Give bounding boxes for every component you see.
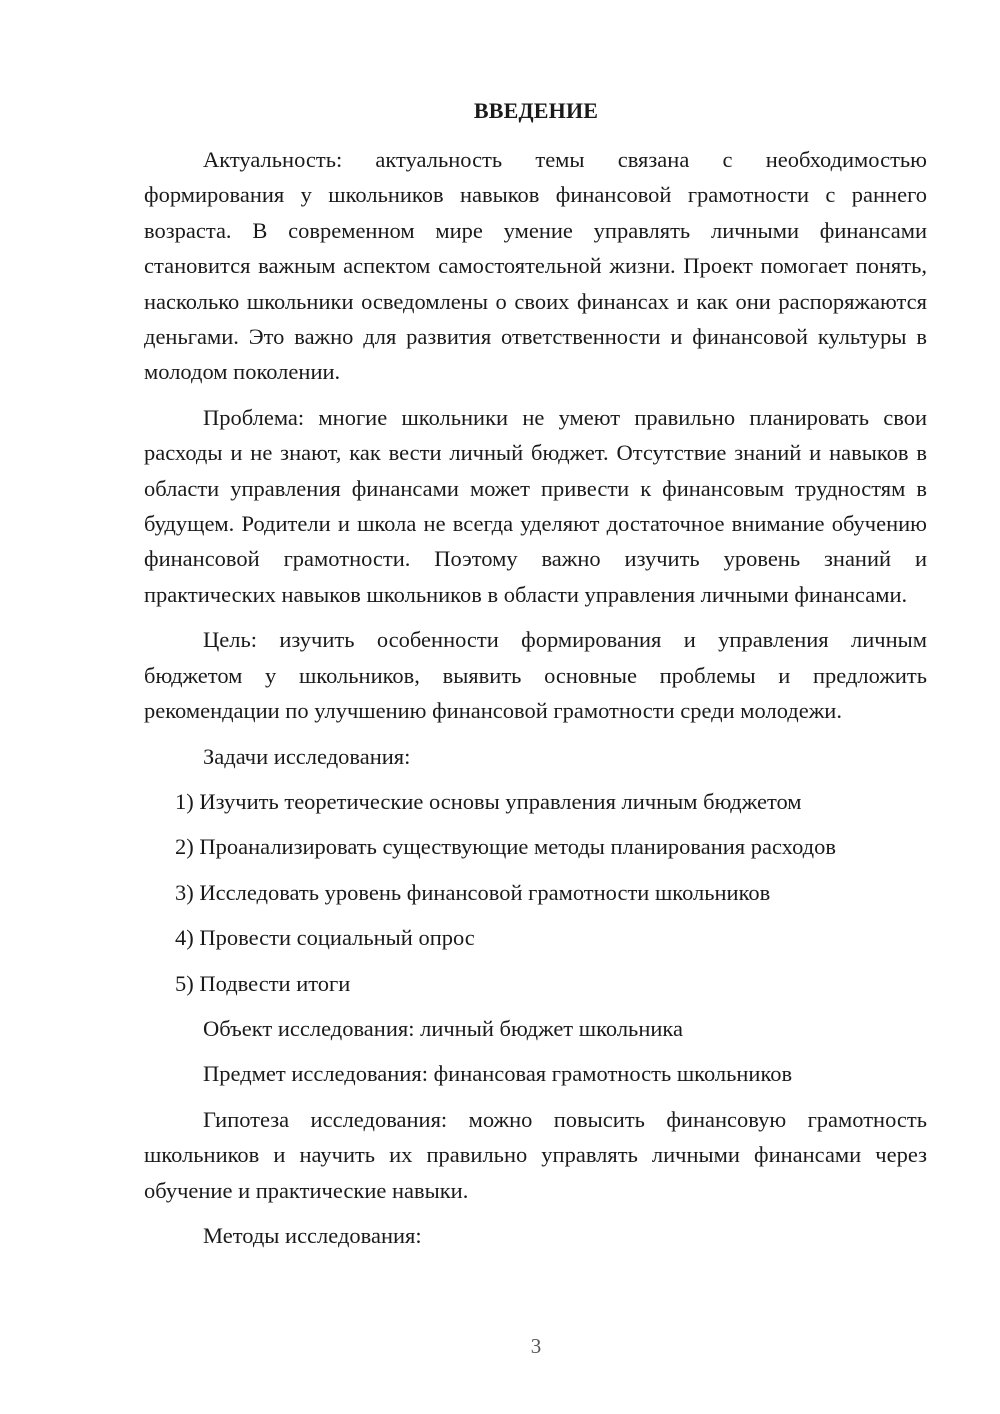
methods-heading: Методы исследования:	[203, 1222, 422, 1248]
section-heading: ВВЕДЕНИЕ	[473, 98, 599, 123]
list-item: 5) Подвести итоги	[175, 970, 351, 996]
tasks-heading: Задачи исследования:	[203, 743, 411, 769]
list-item: 1) Изучить теоретические основы управления личным бюджетом	[175, 788, 802, 814]
subject-line: Предмет исследования: финансовая грамотность школьников	[203, 1061, 793, 1087]
hypothesis-paragraph: Гипотеза исследования: можно повысить финансовую грамотность школьников и научить их правильно управлять личными финансами через обучение и практические навыки.	[144, 1106, 927, 1203]
list-item: 3) Исследовать уровень финансовой грамотности школьников	[175, 879, 771, 905]
object-line: Объект исследования: личный бюджет школьника	[203, 1015, 683, 1041]
list-item: 4) Провести социальный опрос	[175, 925, 475, 951]
tasks-list	[144, 784, 927, 1001]
page-number: 3	[530, 1334, 542, 1358]
relevance-paragraph: Актуальность: актуальность темы связана с необходимостью формирования у школьников навыков финансовой грамотности с раннего возраста. В современном мире умение управлять личными финансами становится важным аспектом самостоятельной жизни. Проект помогает понять, насколько школьники осведомлены о своих финансах и как они распоряжаются деньгами. Это важно для развития ответственности и финансовой культуры в молодом поколении.	[144, 147, 927, 385]
list-item: 2) Проанализировать существующие методы планирования расходов	[175, 834, 837, 860]
problem-paragraph: Проблема: многие школьники не умеют правильно планировать свои расходы и не знают, как вести личный бюджет. Отсутствие знаний и навыков в области управления финансами может привести к финансовым трудностям в будущем. Родители и школа не всегда уделяют достаточное внимание обучению финансовой грамотности. Поэтому важно изучить уровень знаний и практических навыков школьников в области управления личными финансами.	[144, 404, 927, 607]
document-body	[144, 142, 927, 1263]
goal-paragraph: Цель: изучить особенности формирования и управления личным бюджетом у школьников, выявить основные проблемы и предложить рекомендации по улучшению финансовой грамотности среди молодежи.	[144, 627, 927, 724]
